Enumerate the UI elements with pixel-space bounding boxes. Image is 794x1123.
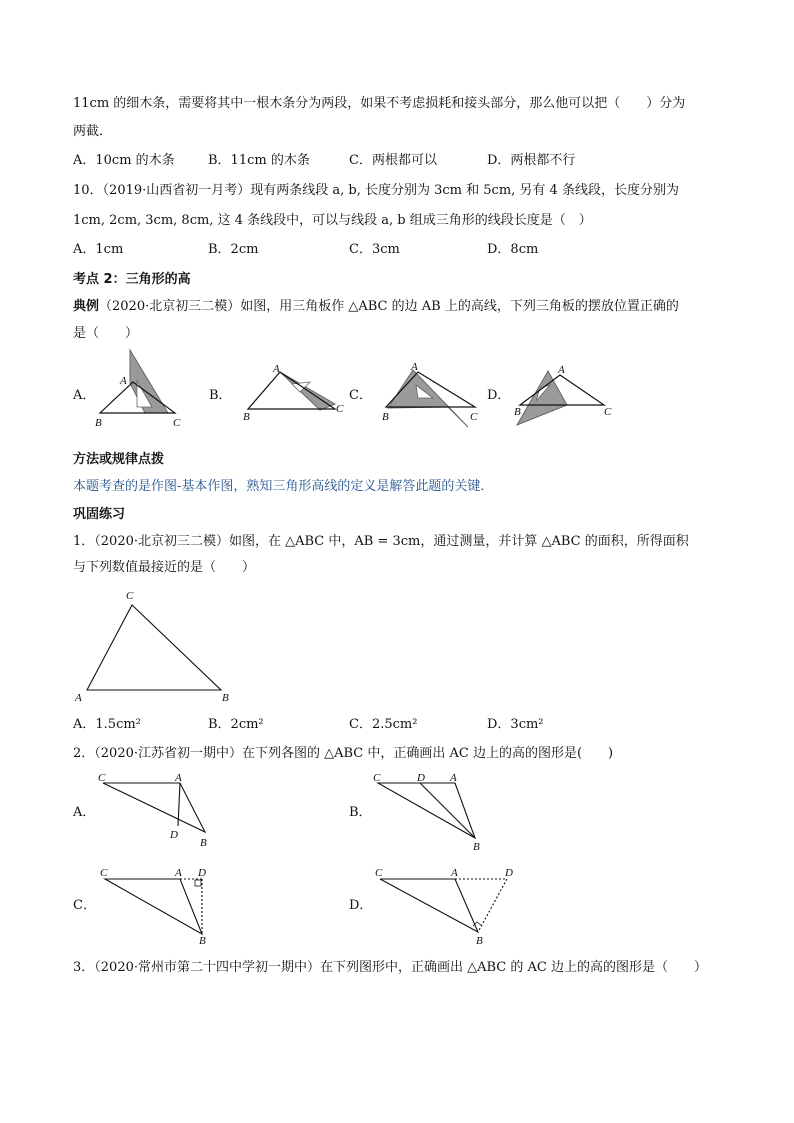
q2-option-d-label: D． (349, 898, 373, 913)
q9-option-b: B．11cm 的木条 (208, 153, 310, 168)
vertex-a-label: A (120, 375, 127, 387)
triangle-abc (87, 605, 221, 690)
example-line1 (73, 297, 679, 317)
vertex-b-label: B (473, 841, 480, 853)
section-heading: 考点 2：三角形的高 (73, 272, 191, 287)
triangle-abc (103, 783, 205, 832)
vertex-c-label: C (604, 406, 612, 418)
vertex-c-label: C (470, 411, 478, 423)
triangle-abc (378, 783, 475, 838)
vertex-b-label: B (95, 417, 102, 429)
vertex-b-label: B (514, 406, 521, 418)
method-text: 本题考查的是作图-基本作图，熟知三角形高线的定义是解答此题的关键． (73, 479, 494, 494)
altitude-bd (420, 783, 475, 838)
example-text: （2020·北京初三二模）如图，用三角板作 △ABC 的边 AB 上的高线，下列三角板的摆放位置正确的 (99, 299, 679, 314)
example-figure-c (378, 360, 488, 430)
q2-figure-c (95, 862, 225, 947)
example-label: 典例 (73, 299, 100, 314)
right-angle-mark (195, 880, 201, 886)
vertex-d-label: D (198, 867, 206, 879)
vertex-c-label: C (173, 417, 181, 429)
vertex-c-label: C (336, 403, 344, 415)
triangle-abc (105, 879, 202, 934)
q2-figure-d (370, 862, 520, 947)
q10-option-c: C．3cm (349, 242, 400, 257)
vertex-d-label: D (170, 829, 178, 841)
q9-option-a: A．10cm 的木条 (73, 153, 175, 168)
vertex-b-label: B (243, 411, 250, 423)
vertex-b-label: B (199, 935, 206, 947)
vertex-a-label: A (451, 867, 458, 879)
vertex-b-label: B (222, 692, 229, 704)
set-square-shape (517, 371, 567, 425)
vertex-c-label: C (98, 772, 106, 784)
vertex-c-label: C (100, 867, 108, 879)
example-option-a-label: A． (73, 388, 96, 403)
q2-option-a-label: A． (73, 805, 96, 820)
example-option-b-label: B． (209, 388, 232, 403)
q10-option-a: A．1cm (73, 242, 124, 257)
practice-heading: 巩固练习 (73, 507, 126, 522)
segment-bd (478, 879, 507, 932)
q9-option-c: C．两根都可以 (349, 153, 437, 168)
example-figure-a (90, 350, 190, 430)
q2-figure-a (95, 770, 215, 850)
q9-option-d: D．两根都不行 (487, 153, 576, 168)
practice-q3-line: 3．（2020·常州市第二十四中学初一期中）在下列图形中，正确画出 △ABC 的 AC 边上的高的图形是（ ） (73, 960, 707, 975)
vertex-c-label: C (375, 867, 383, 879)
vertex-a-label: A (273, 363, 280, 375)
vertex-b-label: B (476, 935, 483, 947)
method-heading: 方法或规律点拨 (73, 452, 165, 467)
vertex-c-label: C (373, 772, 381, 784)
vertex-a-label: A (411, 361, 418, 373)
practice-q1-option-d: D．3cm² (487, 717, 544, 732)
q9-line1: 11cm 的细木条，需要将其中一根木条分为两段，如果不考虑损耗和接头部分，那么他可以把（ ）分为 (73, 96, 686, 111)
vertex-a-label: A (75, 692, 82, 704)
practice-q1-option-c: C．2.5cm² (349, 717, 418, 732)
vertex-a-label: A (450, 772, 457, 784)
example-line2: 是（ ） (73, 326, 139, 341)
practice-q1-option-b: B．2cm² (208, 717, 264, 732)
example-figure-d (512, 363, 622, 428)
example-option-c-label: C． (349, 388, 372, 403)
example-figure-b (240, 362, 350, 427)
q10-line1: 10．（2019·山西省初一月考）现有两条线段 a, b, 长度分别为 3cm 和 5cm, 另有 4 条线段，长度分别为 (73, 183, 679, 198)
q9-line2: 两截． (73, 124, 113, 139)
vertex-a-label: A (558, 364, 565, 376)
practice-q1-option-a: A．1.5cm² (73, 717, 141, 732)
vertex-d-label: D (505, 867, 513, 879)
vertex-b-label: B (200, 837, 207, 849)
q10-option-b: B．2cm (208, 242, 259, 257)
q10-option-d: D．8cm (487, 242, 539, 257)
q1-triangle-figure (70, 585, 240, 705)
vertex-a-label: A (175, 867, 182, 879)
practice-q2-line: 2．（2020·江苏省初一期中）在下列各图的 △ABC 中，正确画出 AC 边上的高的图形是( ) (73, 746, 614, 761)
q2-option-b-label: B． (349, 805, 372, 820)
vertex-c-label: C (126, 590, 134, 602)
q10-line2: 1cm, 2cm, 3cm, 8cm, 这 4 条线段中，可以与线段 a, b 组成三角形的线段长度是（ ） (73, 213, 592, 228)
q2-option-c-label: C． (73, 898, 96, 913)
triangle-abc (380, 879, 478, 932)
practice-q1-line1: 1．（2020·北京初三二模）如图，在 △ABC 中，AB = 3cm，通过测量，并计算 △ABC 的面积，所得面积 (73, 534, 689, 549)
q2-figure-b (370, 770, 490, 855)
vertex-b-label: B (382, 411, 389, 423)
practice-q1-line2: 与下列数值最接近的是（ ） (73, 560, 256, 575)
vertex-d-label: D (417, 772, 425, 784)
vertex-a-label: A (175, 772, 182, 784)
example-option-d-label: D． (487, 388, 511, 403)
